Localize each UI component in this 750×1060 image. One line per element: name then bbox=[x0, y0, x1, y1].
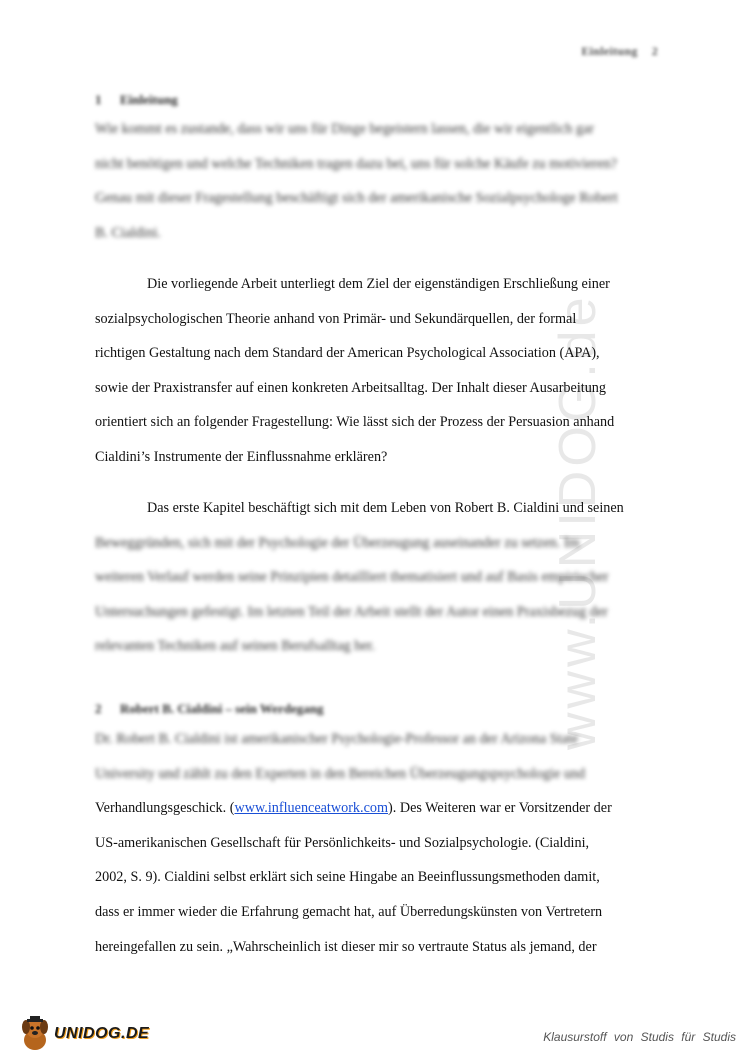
text-line: Das erste Kapitel beschäftigt sich mit dem Leben von Robert B. Cialdini und seinen bbox=[147, 500, 624, 516]
text-line: sowie der Praxistransfer auf einen konkreten Arbeitsalltag. Der Inhalt dieser Ausarbeitung bbox=[95, 379, 606, 396]
text-line: Untersuchungen gefestigt. Im letzten Teil der Arbeit stellt der Autor einen Praxisbezug der bbox=[95, 603, 608, 620]
influenceatwork-link[interactable]: www.influenceatwork.com bbox=[234, 800, 388, 817]
text-fragment: ). Des Weiteren war er Vorsitzender der bbox=[388, 800, 612, 817]
text-line: Die vorliegende Arbeit unterliegt dem Ziel der eigenständigen Erschließung einer bbox=[147, 276, 610, 292]
intro-paragraph bbox=[95, 112, 661, 250]
unidog-logo[interactable] bbox=[18, 1016, 149, 1052]
text-line: Dr. Robert B. Cialdini ist amerikanischer Psychologie-Professor an der Arizona State bbox=[95, 731, 579, 747]
watermark: www.UNIDOG.de bbox=[549, 293, 607, 750]
running-header bbox=[581, 44, 658, 59]
text-line: weiteren Verlauf werden seine Prinzipien detailliert thematisiert und auf Basis empirischer bbox=[95, 569, 609, 586]
text-line: sozialpsychologischen Theorie anhand von Primär- und Sekundärquellen, der formal bbox=[95, 310, 577, 327]
text-line: orientiert sich an folgender Fragestellung: Wie lässt sich der Prozess der Persuasion anhand bbox=[95, 414, 615, 431]
section-heading-1 bbox=[95, 92, 178, 108]
header-page-number: 2 bbox=[651, 44, 658, 58]
text-fragment: Verhandlungsgeschick. ( bbox=[95, 800, 235, 817]
text-line-with-link bbox=[95, 791, 661, 826]
header-section-title: Einleitung bbox=[581, 44, 638, 58]
logo-text: UNIDOG.DE bbox=[54, 1025, 150, 1042]
text-line: Cialdini’s Instrumente der Einflussnahme erklären? bbox=[95, 448, 388, 465]
text-line: 2002, S. 9). Cialdini selbst erklärt sich seine Hingabe an Beeinflussungsmethoden damit, bbox=[95, 869, 600, 886]
text-line: dass er immer wieder die Erfahrung gemacht hat, auf Überredungskünsten von Vertretern bbox=[95, 903, 603, 920]
section-number: 2 bbox=[95, 701, 102, 716]
text-line: richtigen Gestaltung nach dem Standard der American Psychological Association (APA), bbox=[95, 345, 600, 362]
text-line: nicht benötigen und welche Techniken tragen dazu bei, uns für solche Käufe zu motivieren? bbox=[95, 155, 617, 172]
section-title: Einleitung bbox=[120, 92, 178, 107]
text-line: B. Cialdini. bbox=[95, 224, 161, 241]
structure-paragraph bbox=[95, 491, 661, 664]
text-line: US-amerikanischen Gesellschaft für Persönlichkeits- und Sozialpsychologie. (Cialdini, bbox=[95, 834, 590, 851]
section-heading-2 bbox=[95, 701, 323, 717]
aims-paragraph bbox=[95, 267, 661, 475]
text-line: Beweggründen, sich mit der Psychologie der Überzeugung auseinander zu setzen. Im bbox=[95, 534, 580, 551]
text-line: University und zählt zu den Experten in den Bereichen Überzeugungspsychologie und bbox=[95, 765, 586, 782]
text-line: Wie kommt es zustande, dass wir uns für Dinge begeistern lassen, die wir eigentlich gar bbox=[95, 121, 595, 137]
text-line: hereingefallen zu sein. „Wahrscheinlich ist dieser mir so vertraute Status als jemand, der bbox=[95, 938, 597, 955]
footer-tagline: Klausurstoff von Studis für Studis bbox=[543, 1030, 736, 1044]
section-title: Robert B. Cialdini – sein Werdegang bbox=[120, 701, 324, 716]
text-line: Genau mit dieser Fragestellung beschäftigt sich der amerikanische Sozialpsychologe Robert bbox=[95, 190, 618, 207]
dog-mascot-icon bbox=[18, 1016, 52, 1052]
text-line: relevanten Techniken auf seinen Berufsalltag her. bbox=[95, 638, 376, 655]
section-number: 1 bbox=[95, 92, 102, 107]
biography-paragraph bbox=[95, 722, 661, 964]
